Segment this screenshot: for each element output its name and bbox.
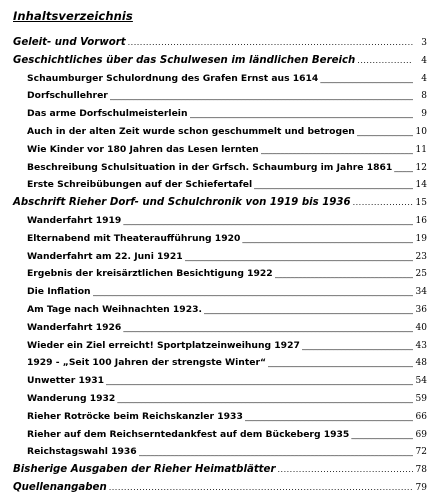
toc-section-entry (0, 52, 437, 70)
toc-page-number: 34 (415, 287, 427, 298)
toc-subsection-entry (0, 248, 437, 266)
toc-leader-line (185, 248, 413, 266)
toc-page-number: 59 (415, 393, 427, 404)
toc-leader-line (394, 159, 413, 177)
toc-subsection-entry (0, 319, 437, 337)
toc-subsection-entry (0, 443, 437, 461)
toc-leader-line (245, 408, 413, 426)
toc-leader-line (123, 319, 413, 337)
toc-leader-line (261, 141, 413, 159)
toc-page-number: 25 (415, 269, 427, 280)
toc-list (0, 34, 437, 497)
toc-entry-label: 1929 - „Seit 100 Jahren der strengste Winter“ (27, 357, 267, 369)
toc-leader-line (123, 212, 413, 230)
toc-subsection-entry (0, 123, 437, 141)
toc-leader-line (275, 265, 413, 283)
toc-page-number: 66 (415, 411, 427, 422)
toc-entry-label: Bisherige Ausgaben der Rieher Heimatblätter (13, 464, 276, 476)
toc-entry-label: Schaumburger Schulordnung des Grafen Ernst aus 1614 (27, 72, 319, 84)
toc-subsection-entry (0, 301, 437, 319)
toc-page-number: 40 (415, 322, 427, 333)
toc-section-entry (0, 34, 437, 52)
toc-subsection-entry (0, 337, 437, 355)
toc-page-number: 19 (415, 233, 427, 244)
toc-entry-label: Rieher auf dem Reichserntedankfest auf dem Bückeberg 1935 (27, 428, 350, 440)
toc-subsection-entry (0, 283, 437, 301)
toc-subsection-entry (0, 70, 437, 88)
toc-subsection-entry (0, 408, 437, 426)
toc-entry-label: Unwetter 1931 (27, 375, 105, 387)
toc-entry-label: Geleit- und Vorwort (13, 37, 126, 48)
toc-leader-line (278, 461, 414, 479)
toc-entry-label: Wanderung 1932 (27, 392, 116, 404)
toc-entry-label: Die Inflation (27, 286, 91, 298)
toc-leader-line (93, 283, 413, 301)
toc-page-number: 11 (415, 144, 427, 155)
toc-entry-label: Elternabend mit Theateraufführung 1920 (27, 232, 241, 244)
toc-leader-line (254, 176, 413, 194)
toc-section-entry (0, 194, 437, 212)
toc-page-number: 4 (421, 55, 427, 66)
toc-entry-label: Wanderfahrt 1926 (27, 321, 122, 333)
toc-page-number: 9 (421, 109, 427, 120)
toc-entry-label: Reichstagswahl 1936 (27, 446, 137, 458)
toc-subsection-entry (0, 426, 437, 444)
toc-leader-line (302, 337, 413, 355)
toc-subsection-entry (0, 159, 437, 177)
toc-subsection-entry (0, 176, 437, 194)
toc-page-number: 8 (421, 91, 427, 102)
toc-page-number: 48 (415, 358, 427, 369)
toc-subsection-entry (0, 230, 437, 248)
toc-page-number: 72 (415, 447, 427, 458)
toc-section-entry (0, 479, 437, 497)
toc-page-number: 12 (415, 162, 427, 173)
toc-entry-label: Ergebnis der kreisärztlichen Besichtigung 1922 (27, 268, 273, 280)
toc-page-number: 15 (415, 198, 427, 209)
toc-leader-line (106, 372, 413, 390)
toc-leader-line (242, 230, 413, 248)
toc-page-number: 3 (421, 38, 427, 48)
toc-entry-label: Wie Kinder vor 180 Jahren das Lesen lernten (27, 143, 259, 155)
toc-entry-label: Rieher Rotröcke beim Reichskanzler 1933 (27, 410, 243, 422)
toc-page-number: 10 (415, 126, 427, 137)
toc-subsection-entry (0, 105, 437, 123)
toc-leader-line (110, 87, 413, 105)
toc-leader-line (128, 34, 413, 52)
toc-page-number: 36 (415, 304, 427, 315)
toc-page-number: 69 (415, 429, 427, 440)
toc-page-number: 16 (415, 215, 427, 226)
toc-entry-label: Dorfschullehrer (27, 90, 108, 102)
toc-page-number: 78 (415, 465, 427, 476)
toc-subsection-entry (0, 87, 437, 105)
toc-leader-line (190, 105, 414, 123)
toc-entry-label: Das arme Dorfschulmeisterlein (27, 108, 188, 120)
toc-leader-line (320, 70, 413, 88)
toc-entry-label: Wanderfahrt 1919 (27, 214, 122, 226)
toc-page-number: 79 (415, 482, 427, 493)
toc-entry-label: Quellenangaben (13, 481, 107, 493)
toc-subsection-entry (0, 212, 437, 230)
toc-page-number: 43 (415, 340, 427, 351)
toc-subsection-entry (0, 372, 437, 390)
toc-entry-label: Beschreibung Schulsituation in der Grfsch. Schaumburg im Jahre 1861 (27, 161, 393, 173)
toc-subsection-entry (0, 390, 437, 408)
toc-section-entry (0, 461, 437, 479)
toc-leader-line (357, 123, 413, 141)
toc-leader-line (351, 426, 413, 444)
toc-title: Inhaltsverzeichnis (13, 9, 133, 23)
toc-subsection-entry (0, 141, 437, 159)
toc-leader-line (109, 479, 413, 497)
toc-entry-label: Wanderfahrt am 22. Juni 1921 (27, 250, 183, 262)
toc-entry-label: Wieder ein Ziel erreicht! Sportplatzeinweihung 1927 (27, 339, 300, 351)
toc-leader-line (117, 390, 413, 408)
toc-page-number: 23 (415, 251, 427, 262)
toc-page-number: 4 (421, 73, 427, 84)
toc-subsection-entry (0, 354, 437, 372)
toc-entry-label: Erste Schreibübungen auf der Schiefertafel (27, 179, 253, 191)
toc-leader-line (139, 443, 413, 461)
toc-leader-line (204, 301, 413, 319)
toc-leader-line (268, 354, 413, 372)
toc-leader-line (353, 194, 413, 212)
toc-page-number: 54 (415, 376, 427, 387)
toc-leader-line (357, 52, 413, 70)
toc-page-number: 14 (415, 180, 427, 191)
toc-entry-label: Auch in der alten Zeit wurde schon geschummelt und betrogen (27, 125, 355, 137)
toc-subsection-entry (0, 265, 437, 283)
toc-entry-label: Abschrift Rieher Dorf- und Schulchronik von 1919 bis 1936 (13, 197, 351, 209)
toc-entry-label: Geschichtliches über das Schulwesen im ländlichen Bereich (13, 54, 356, 66)
toc-entry-label: Am Tage nach Weihnachten 1923. (27, 303, 202, 315)
